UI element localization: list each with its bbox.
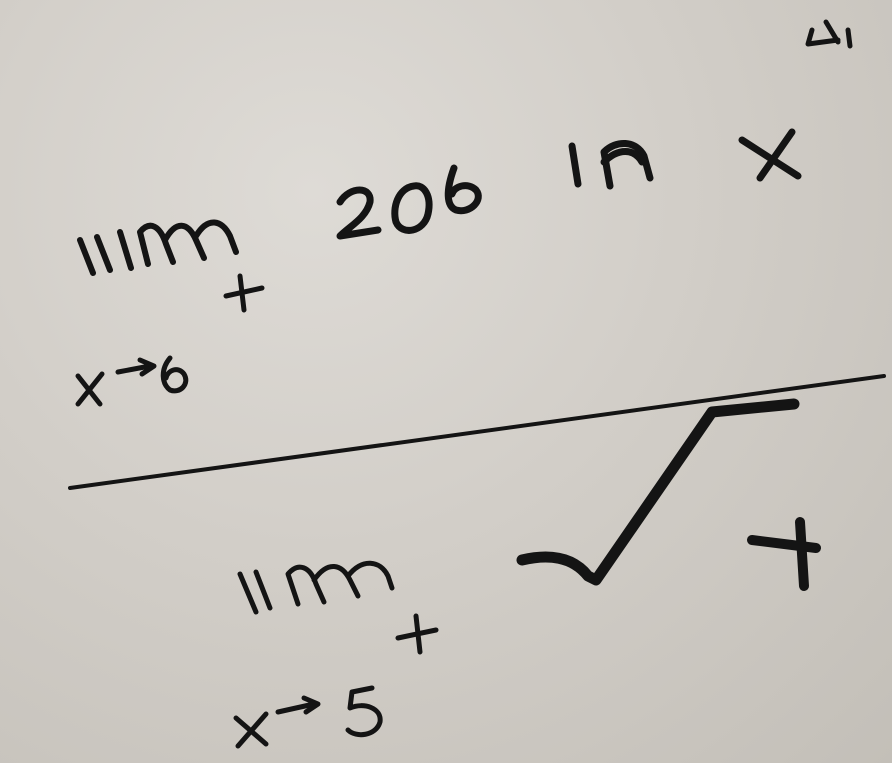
denominator-plus <box>398 616 436 652</box>
exponent-4 <box>808 22 850 46</box>
radical-sign <box>522 404 794 580</box>
numerator-coefficient <box>340 168 478 236</box>
denominator-approach <box>236 688 380 746</box>
denominator-lim <box>240 563 392 612</box>
radicand-plus <box>752 522 816 586</box>
fraction-bar <box>70 376 884 488</box>
numerator-plus <box>226 276 262 310</box>
numerator-function <box>572 143 650 186</box>
numerator-variable <box>742 132 798 178</box>
numerator-approach <box>78 358 186 404</box>
numerator-lim <box>80 222 236 273</box>
